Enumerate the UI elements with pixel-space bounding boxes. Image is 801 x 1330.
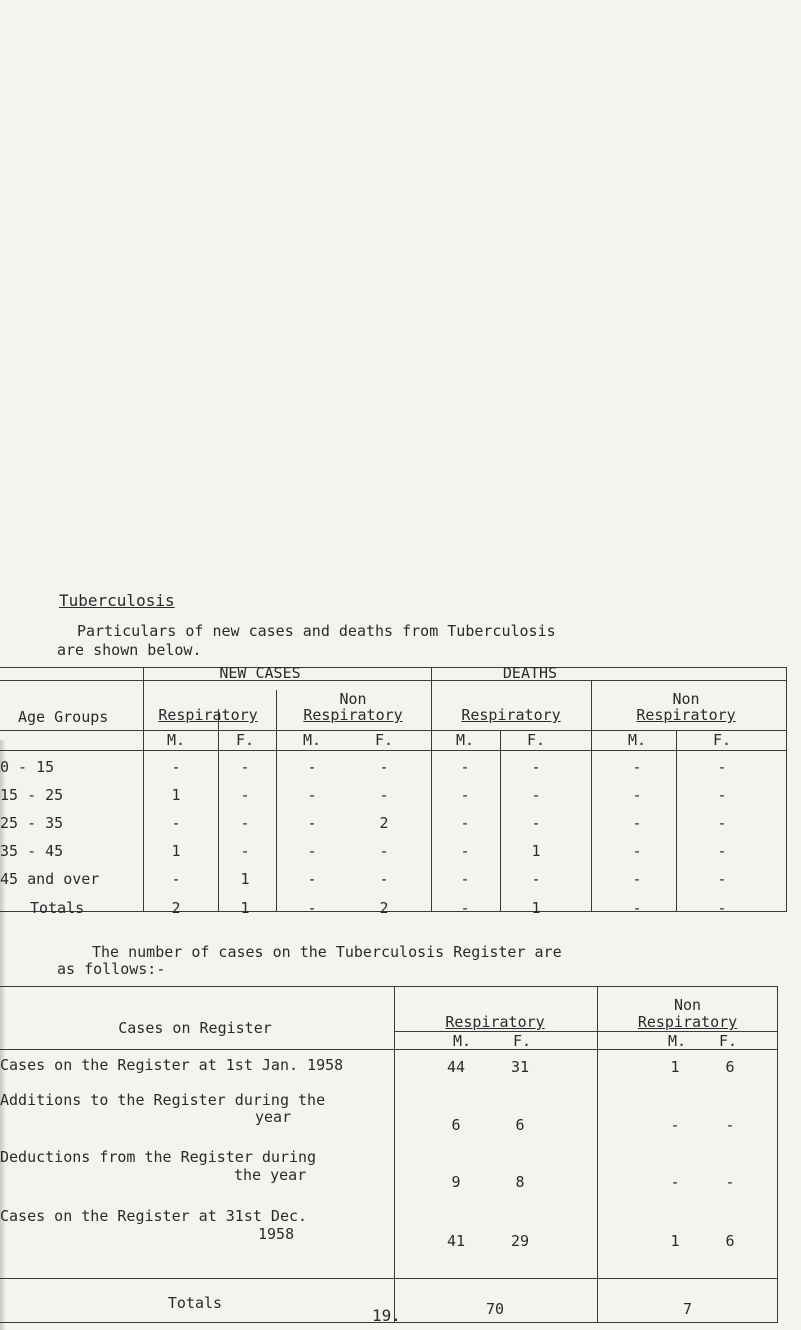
header-nc-non: Non bbox=[339, 690, 367, 708]
cell: 31 bbox=[510, 1058, 530, 1076]
register-row-label: Deductions from the Register during bbox=[0, 1148, 317, 1166]
cell: - bbox=[460, 842, 470, 860]
header-nc-non-respiratory: Respiratory bbox=[303, 706, 403, 724]
cell: - bbox=[531, 758, 541, 776]
register-totals-label: Totals bbox=[167, 1294, 223, 1312]
cell: 41 bbox=[446, 1232, 466, 1250]
register-row-label: Cases on the Register at 1st Jan. 1958 bbox=[0, 1056, 344, 1074]
cell: - bbox=[379, 786, 389, 804]
cell: 1 bbox=[531, 842, 541, 860]
cell: - bbox=[240, 758, 250, 776]
cell: - bbox=[171, 870, 181, 888]
cell: 44 bbox=[446, 1058, 466, 1076]
header-deaths: DEATHS bbox=[502, 664, 558, 682]
header-m: M. bbox=[455, 731, 475, 749]
header-reg-respiratory: Respiratory bbox=[445, 1013, 545, 1031]
header-nc-respiratory: Respiratory bbox=[158, 706, 258, 724]
cell: - bbox=[717, 758, 727, 776]
header-cases-on-register: Cases on Register bbox=[118, 1019, 272, 1037]
register-total-respiratory: 70 bbox=[485, 1300, 505, 1318]
cell: - bbox=[632, 814, 642, 832]
cell: - bbox=[632, 758, 642, 776]
cell: - bbox=[717, 842, 727, 860]
cell: - bbox=[379, 758, 389, 776]
register-total-non-respiratory: 7 bbox=[682, 1300, 693, 1318]
age-label: 25 - 35 bbox=[0, 814, 64, 832]
cell: 29 bbox=[510, 1232, 530, 1250]
cell: - bbox=[725, 1116, 735, 1134]
total-cell: 1 bbox=[531, 899, 541, 917]
cell: - bbox=[240, 842, 250, 860]
cell: 6 bbox=[451, 1116, 461, 1134]
cell: - bbox=[240, 814, 250, 832]
register-row-label: Additions to the Register during the bbox=[0, 1091, 326, 1109]
header-m: M. bbox=[166, 731, 186, 749]
cell: - bbox=[307, 758, 317, 776]
cell: - bbox=[240, 786, 250, 804]
page-number-label: 19. bbox=[372, 1306, 401, 1325]
page-title: Tuberculosis bbox=[59, 591, 175, 610]
header-reg-non-respiratory: Respiratory bbox=[637, 1013, 738, 1031]
total-cell: 2 bbox=[171, 899, 181, 917]
header-d-non-respiratory: Respiratory bbox=[636, 706, 736, 724]
total-cell: - bbox=[460, 899, 470, 917]
header-f: F. bbox=[374, 731, 394, 749]
cell: - bbox=[531, 870, 541, 888]
cell: - bbox=[531, 786, 541, 804]
cell: - bbox=[379, 870, 389, 888]
total-cell: - bbox=[307, 899, 317, 917]
cell: 6 bbox=[515, 1116, 525, 1134]
cell: - bbox=[460, 814, 470, 832]
cell: - bbox=[531, 814, 541, 832]
register-row-label: 1958 bbox=[258, 1225, 295, 1243]
header-f: F. bbox=[526, 731, 546, 749]
header-f: F. bbox=[712, 731, 732, 749]
intro-line-1: Particulars of new cases and deaths from Tuberculosis bbox=[77, 622, 556, 640]
header-m: M. bbox=[452, 1032, 472, 1050]
cell: 1 bbox=[240, 870, 250, 888]
cell: 1 bbox=[171, 786, 181, 804]
total-cell: 1 bbox=[240, 899, 250, 917]
totals-label: Totals bbox=[30, 899, 85, 917]
total-cell: - bbox=[632, 899, 642, 917]
header-m: M. bbox=[627, 731, 647, 749]
cell: 8 bbox=[515, 1173, 525, 1191]
header-d-respiratory: Respiratory bbox=[461, 706, 561, 724]
age-label: 45 and over bbox=[0, 870, 100, 888]
age-label: 0 - 15 bbox=[0, 758, 55, 776]
cell: - bbox=[670, 1173, 680, 1191]
header-m: M. bbox=[302, 731, 322, 749]
cell: - bbox=[307, 870, 317, 888]
age-label: 35 - 45 bbox=[0, 842, 64, 860]
cell: - bbox=[670, 1116, 680, 1134]
cell: - bbox=[460, 870, 470, 888]
header-f: F. bbox=[718, 1032, 738, 1050]
header-f: F. bbox=[235, 731, 255, 749]
cell: - bbox=[379, 842, 389, 860]
header-new-cases: NEW CASES bbox=[219, 664, 301, 682]
cell: - bbox=[717, 786, 727, 804]
cell: - bbox=[725, 1173, 735, 1191]
cell: 1 bbox=[670, 1232, 680, 1250]
cell: - bbox=[307, 814, 317, 832]
header-f: F. bbox=[512, 1032, 532, 1050]
cell: - bbox=[717, 870, 727, 888]
intro-line-2: are shown below. bbox=[57, 641, 202, 659]
total-cell: 2 bbox=[379, 899, 389, 917]
intro2-line-1: The number of cases on the Tuberculosis Register are bbox=[92, 943, 562, 961]
cell: - bbox=[632, 842, 642, 860]
cell: - bbox=[632, 870, 642, 888]
register-row-label: the year bbox=[234, 1166, 307, 1184]
cell: - bbox=[307, 786, 317, 804]
register-row-label: year bbox=[255, 1108, 292, 1126]
header-d-non: Non bbox=[672, 690, 700, 708]
cell: 2 bbox=[379, 814, 389, 832]
age-label: 15 - 25 bbox=[0, 786, 64, 804]
cell: - bbox=[717, 814, 727, 832]
header-age-groups: Age Groups bbox=[18, 708, 109, 726]
cell: 6 bbox=[725, 1232, 735, 1250]
cell: - bbox=[460, 786, 470, 804]
total-cell: - bbox=[717, 899, 727, 917]
intro2-line-2: as follows:- bbox=[57, 960, 166, 978]
cell: 1 bbox=[670, 1058, 680, 1076]
cell: - bbox=[632, 786, 642, 804]
cell: - bbox=[171, 758, 181, 776]
cell: - bbox=[171, 814, 181, 832]
cell: 1 bbox=[171, 842, 181, 860]
register-row-label: Cases on the Register at 31st Dec. bbox=[0, 1207, 308, 1225]
cell: - bbox=[307, 842, 317, 860]
cell: 6 bbox=[725, 1058, 735, 1076]
header-m: M. bbox=[667, 1032, 687, 1050]
header-reg-non: Non bbox=[673, 996, 702, 1014]
cell: - bbox=[460, 758, 470, 776]
cell: 9 bbox=[451, 1173, 461, 1191]
